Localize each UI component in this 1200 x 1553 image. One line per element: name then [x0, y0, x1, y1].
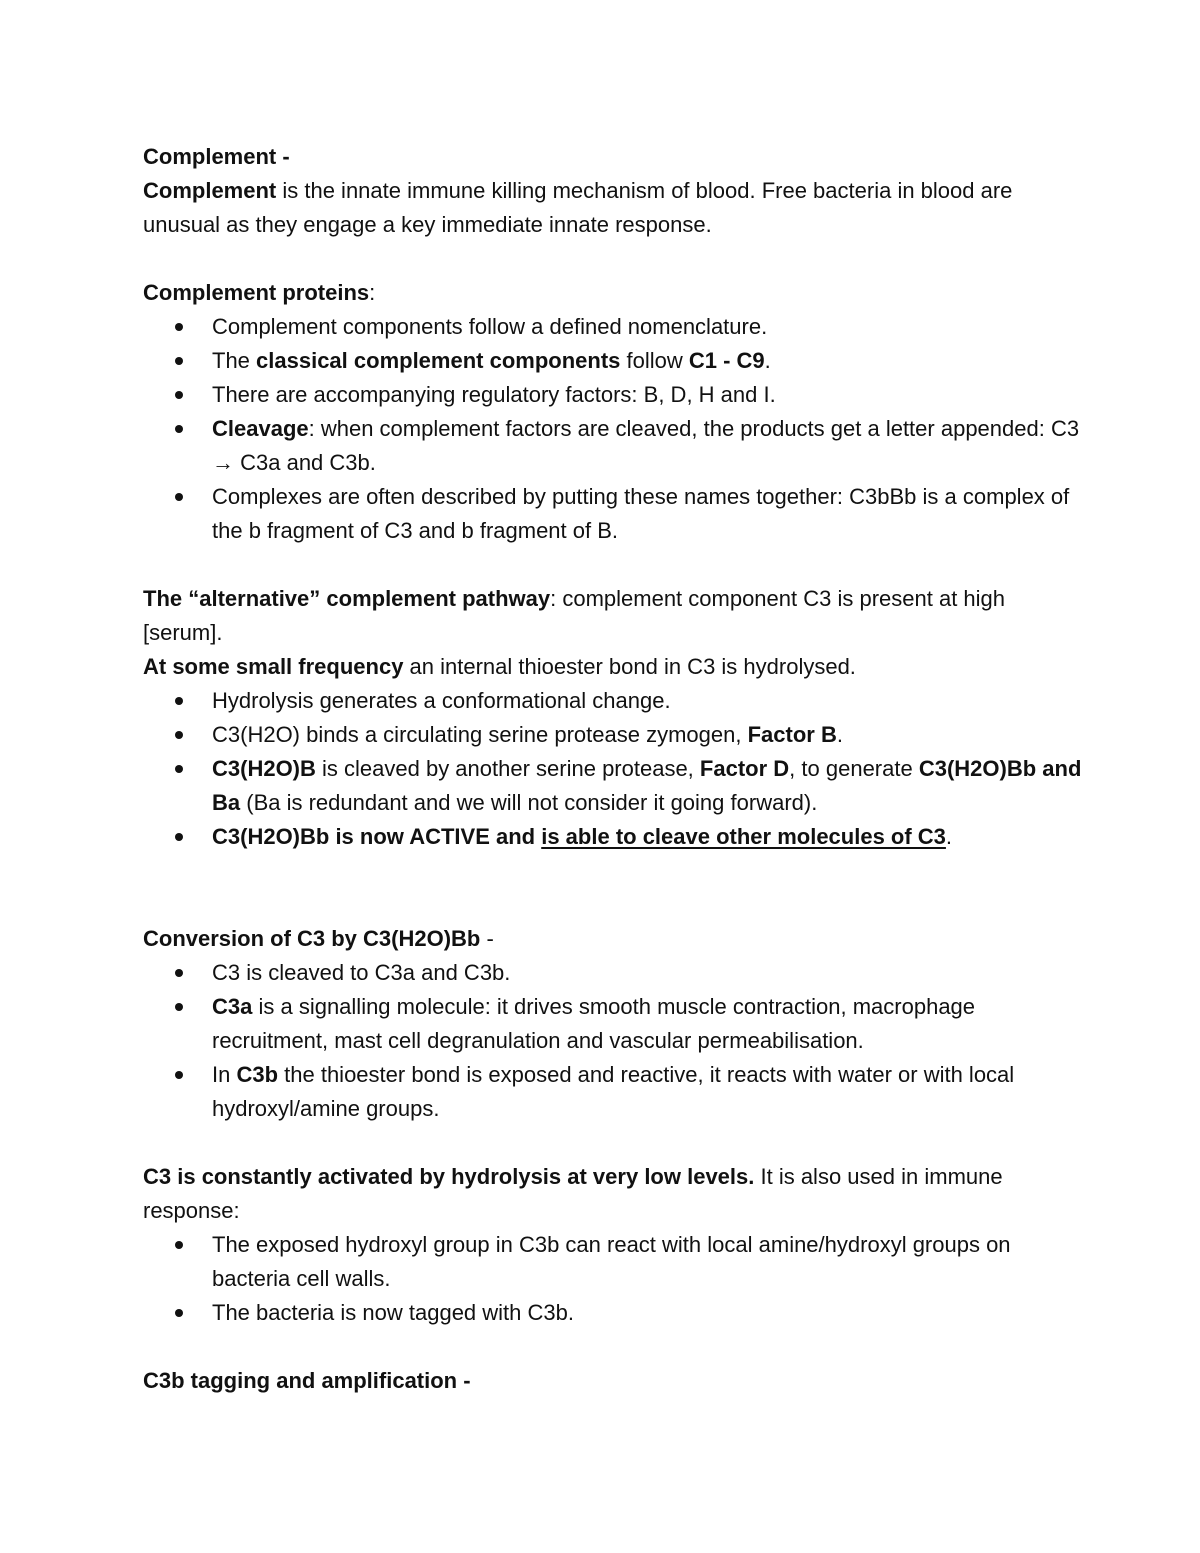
list-item: C3(H2O)Bb is now ACTIVE and is able to cleave other molecules of C3.: [143, 820, 1083, 854]
complement-intro-paragraph: Complement is the innate immune killing mechanism of blood. Free bacteria in blood are unusual as they engage a key immediate innate response.: [143, 178, 1013, 237]
section-heading-complement-proteins: Complement proteins:: [143, 280, 376, 305]
bullet-icon: [175, 731, 183, 739]
bullet-icon: [175, 425, 183, 433]
list-item: Complement components follow a defined nomenclature.: [143, 310, 1083, 344]
bullet-icon: [175, 357, 183, 365]
bullet-icon: [175, 1309, 183, 1317]
bullet-icon: [175, 833, 183, 841]
bullet-icon: [175, 1003, 183, 1011]
list-item: There are accompanying regulatory factors: B, D, H and I.: [143, 378, 1083, 412]
list-item: Hydrolysis generates a conformational change.: [143, 684, 1083, 718]
c3-activation-paragraph: C3 is constantly activated by hydrolysis at very low levels. It is also used in immune response:: [143, 1164, 1003, 1223]
bullet-icon: [175, 1071, 183, 1079]
section-heading-c3b-tagging: C3b tagging and amplification -: [143, 1368, 471, 1393]
list-item: The bacteria is now tagged with C3b.: [143, 1296, 1083, 1330]
bullet-icon: [175, 391, 183, 399]
bullet-icon: [175, 493, 183, 501]
bullet-icon: [175, 697, 183, 705]
bullet-icon: [175, 323, 183, 331]
list-item: The classical complement components follow C1 - C9.: [143, 344, 1083, 378]
bullet-icon: [175, 765, 183, 773]
section-heading-complement: Complement -: [143, 144, 290, 169]
immune-response-list: [143, 1228, 1083, 1330]
list-item: C3a is a signalling molecule: it drives smooth muscle contraction, macrophage recruitment, mast cell degranulation and vascular permeabilisation.: [143, 990, 1083, 1058]
bullet-icon: [175, 969, 183, 977]
document-page: [143, 140, 1083, 1398]
small-frequency-paragraph: At some small frequency an internal thioester bond in C3 is hydrolysed.: [143, 654, 856, 679]
list-item: In C3b the thioester bond is exposed and reactive, it reacts with water or with local hydroxyl/amine groups.: [143, 1058, 1083, 1126]
list-item: C3(H2O) binds a circulating serine protease zymogen, Factor B.: [143, 718, 1083, 752]
list-item: Cleavage: when complement factors are cleaved, the products get a letter appended: C3 → C3a and C3b.: [143, 412, 1083, 480]
alternative-pathway-paragraph: The “alternative” complement pathway: complement component C3 is present at high [serum].: [143, 586, 1006, 645]
list-item: The exposed hydroxyl group in C3b can react with local amine/hydroxyl groups on bacteria cell walls.: [143, 1228, 1083, 1296]
conversion-list: [143, 956, 1083, 1126]
bullet-icon: [175, 1241, 183, 1249]
alternative-pathway-list: [143, 684, 1083, 854]
section-heading-conversion-of-c3: Conversion of C3 by C3(H2O)Bb -: [143, 926, 494, 951]
list-item: Complexes are often described by putting these names together: C3bBb is a complex of the b fragment of C3 and b fragment of B.: [143, 480, 1083, 548]
list-item: C3 is cleaved to C3a and C3b.: [143, 956, 1083, 990]
list-item: C3(H2O)B is cleaved by another serine protease, Factor D, to generate C3(H2O)Bb and Ba (Ba is redundant and we will not consider it going forward).: [143, 752, 1083, 820]
complement-proteins-list: [143, 310, 1083, 548]
